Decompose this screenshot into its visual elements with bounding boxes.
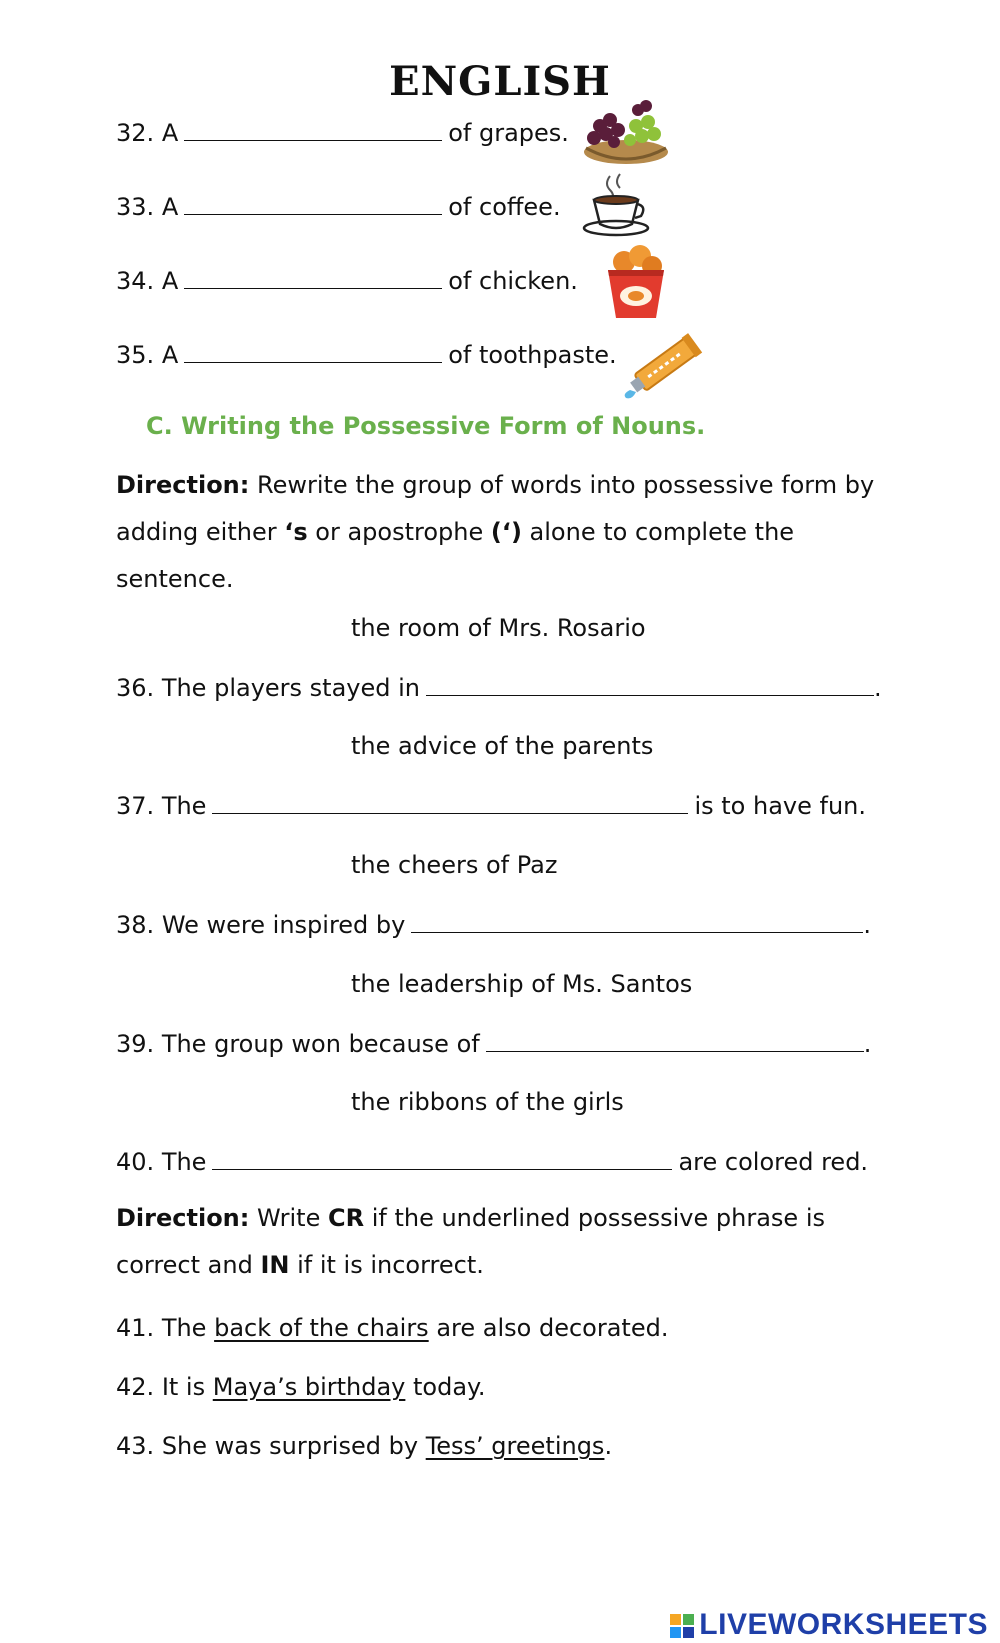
underlined-phrase-42: Maya’s birthday <box>212 1373 406 1401</box>
question-33: 33. A of coffee. <box>116 193 561 221</box>
question-34: 34. A of chicken. <box>116 267 578 295</box>
answer-blank-37[interactable] <box>212 791 688 814</box>
toothpaste-tube-icon <box>620 328 712 400</box>
hint-36: the room of Mrs. Rosario <box>351 614 646 642</box>
question-39: 39. The group won because of . <box>116 1030 872 1058</box>
liveworksheets-logo-icon <box>669 1613 695 1639</box>
hint-37: the advice of the parents <box>351 732 654 760</box>
brand-name: LIVEWORKSHEETS <box>699 1608 988 1641</box>
answer-blank-34[interactable] <box>184 266 442 289</box>
hint-39: the leadership of Ms. Santos <box>351 970 693 998</box>
answer-blank-32[interactable] <box>184 118 442 141</box>
answer-blank-39[interactable] <box>486 1029 864 1052</box>
question-40: 40. The are colored red. <box>116 1148 869 1176</box>
question-42: 42. It is Maya’s birthday today. <box>116 1373 486 1401</box>
hint-38: the cheers of Paz <box>351 851 558 879</box>
answer-blank-35[interactable] <box>184 340 442 363</box>
answer-blank-38[interactable] <box>411 910 863 933</box>
question-36: 36. The players stayed in . <box>116 674 882 702</box>
direction-possessive: Direction: Rewrite the group of words into possessive form by adding either ‘s or apostrophe (‘) alone to complete the sentence. <box>116 471 875 593</box>
underlined-phrase-41: back of the chairs <box>214 1314 429 1342</box>
question-37: 37. The is to have fun. <box>116 792 866 820</box>
section-c-heading: C. Writing the Possessive Form of Nouns. <box>146 412 706 440</box>
answer-blank-40[interactable] <box>212 1147 672 1170</box>
grapes-basket-icon <box>580 96 672 168</box>
answer-blank-36[interactable] <box>426 673 874 696</box>
question-35: 35. A of toothpaste. <box>116 341 617 369</box>
hint-40: the ribbons of the girls <box>351 1088 624 1116</box>
question-43: 43. She was surprised by Tess’ greetings. <box>116 1432 613 1460</box>
direction-cr-in: Direction: Write CR if the underlined possessive phrase is correct and IN if it is incorrect. <box>116 1204 825 1279</box>
question-41: 41. The back of the chairs are also decorated. <box>116 1314 669 1342</box>
liveworksheets-logo[interactable] <box>669 1608 988 1642</box>
page-title: ENGLISH <box>389 58 611 105</box>
fried-chicken-bucket-icon <box>604 244 668 320</box>
question-38: 38. We were inspired by . <box>116 911 871 939</box>
underlined-phrase-43: Tess’ greetings <box>425 1432 605 1460</box>
question-32: 32. A of grapes. <box>116 119 569 147</box>
answer-blank-33[interactable] <box>184 192 442 215</box>
coffee-cup-icon <box>582 170 654 240</box>
